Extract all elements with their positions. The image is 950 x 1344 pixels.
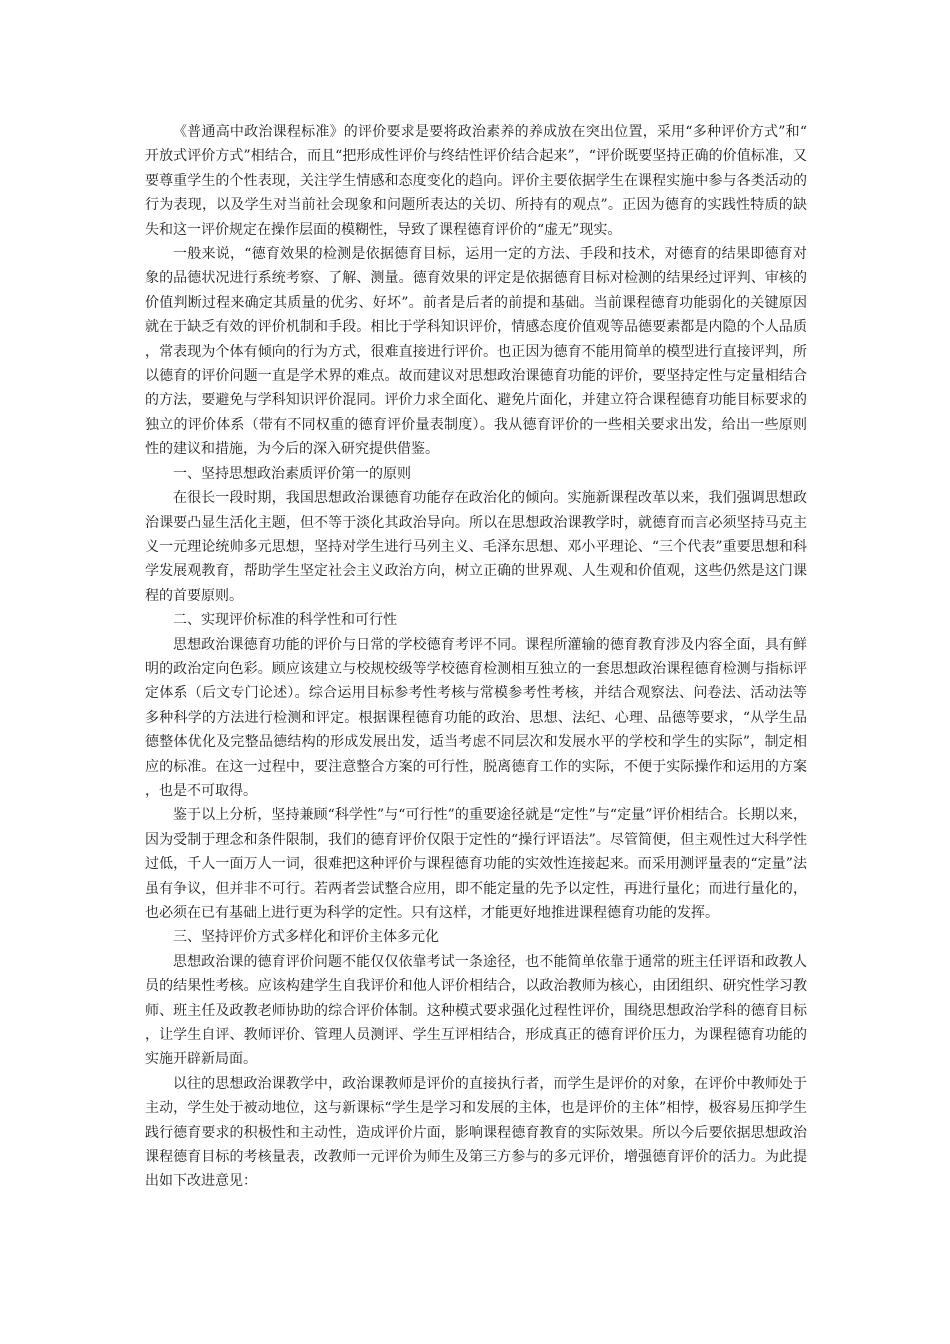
paragraph-section-1: 在很长一段时期，我国思想政治课德育功能存在政治化的倾向。实施新课程改革以来，我们强调思想政治课要凸显生活化主题，但不等于淡化其政治导向。所以在思想政治课教学时，就德育而言必须坚持马克主义一元理论统帅多元思想，坚持对学生进行马列主义、毛泽东思想、邓小平理论、“三个代表”重要思想和科学发展观教育，帮助学生坚定社会主义政治方向，树立正确的世界观、人生观和价值观，这些仍然是这门课程的首要原则。	[145, 490, 807, 604]
paragraph-section-2b: 鉴于以上分析，坚持兼顾“科学性”与“可行性”的重要途径就是“定性”与“定量”评价相结合。长期以来，因为受制于理念和条件限制，我们的德育评价仅限于定性的“操行评语法”。尽管简便，但主观性过大科学性过低，千人一面万人一词，很难把这种评价与课程德育功能的实效性连接起来。而采用测评量表的“定量”法虽有争议，但并非不可行。若两者尝试整合应用，即不能定量的先予以定性，再进行量化；而进行量化的，也必须在已有基础上进行更为科学的定性。只有这样，才能更好地推进课程德育功能的发挥。	[145, 807, 807, 921]
section-heading-3: 三、坚持评价方式多样化和评价主体多元化	[173, 929, 439, 946]
paragraph-section-3a: 思想政治课的德育评价问题不能仅仅依靠考试一条途径，也不能简单依靠于通常的班主任评语和政教人员的结果性考核。应该构建学生自我评价和他人评价相结合，以政治教师为核心，由团组织、研究性学习教师、班主任及政教老师协助的综合评价体制。这种模式要求强化过程性评价，围绕思想政治学科的德育目标，让学生自评、教师评价、管理人员测评、学生互评相结合，形成真正的德育评价压力，为课程德育功能的实施开辟新局面。	[145, 953, 807, 1068]
section-heading-2: 二、实现评价标准的科学性和可行性	[173, 612, 397, 629]
paragraph-section-2a: 思想政治课德育功能的评价与日常的学校德育考评不同。课程所灌输的德育教育涉及内容全面，具有鲜明的政治定向色彩。顾应该建立与校规校级等学校德育检测相互独立的一套思想政治课程德育检测与指标评定体系（后文专门论述）。综合运用目标参考性考核与常模参考性考核，并结合观察法、问卷法、活动法等多种科学的方法进行检测和评定。根据课程德育功能的政治、思想、法纪、心理、品德等要求，“从学生品德整体优化及完整品德结构的形成发展出发，适当考虑不同层次和发展水平的学校和学生的实际”，制定相应的标准。在这一过程中，要注意整合方案的可行性，脱离德育工作的实际，不便于实际操作和运用的方案，也是不可取得。	[145, 636, 807, 799]
section-heading-1: 一、坚持思想政治素质评价第一的原则	[173, 465, 411, 482]
document-page	[145, 120, 807, 1194]
paragraph-general-discussion: 一般来说，“德育效果的检测是依据德育目标，运用一定的方法、手段和技术，对德育的结果即德育对象的品德状况进行系统考察、了解、测量。德育效果的评定是依据德育目标对检测的结果经过评判、审核的价值判断过程来确定其质量的优劣、好坏”。前者是后者的前提和基础。当前课程德育功能弱化的关键原因就在于缺乏有效的评价机制和手段。相比于学科知识评价，情感态度价值观等品德要素都是内隐的个人品质，常表现为个体有倾向的行为方式，很难直接进行评价。也正因为德育不能用简单的模型进行直接评判，所以德育的评价问题一直是学术界的难点。故而建议对思想政治课德育功能的评价，要坚持定性与定量相结合的方法，要避免与学科知识评价混同。评价力求全面化、避免片面化，并建立符合课程德育功能目标要求的独立的评价体系（带有不同权重的德育评价量表制度）。我从德育评价的一些相关要求出发，给出一些原则性的建议和措施，为今后的深入研究提供借鉴。	[145, 246, 807, 458]
paragraph-section-3b: 以往的思想政治课教学中，政治课教师是评价的直接执行者，而学生是评价的对象，在评价中教师处于主动，学生处于被动地位，这与新课标“学生是学习和发展的主体，也是评价的主体”相悖，极容易压抑学生践行德育要求的积极性和主动性，造成评价片面，影响课程德育教育的实际效果。所以今后要依据思想政治课程德育目标的考核量表，改教师一元评价为师生及第三方参与的多元评价，增强德育评价的活力。为此提出如下改进意见：	[145, 1075, 807, 1190]
paragraph-evaluation-standard: 《普通高中政治课程标准》的评价要求是要将政治素养的养成放在突出位置，采用“多种评价方式”和“开放式评价方式”相结合，而且“把形成性评价与终结性评价结合起来”，“评价既要坚持正确的价值标准，又要尊重学生的个性表现，关注学生情感和态度变化的趋向。评价主要依据学生在课程实施中参与各类活动的行为表现，以及学生对当前社会现象和问题所表达的关切、所持有的观点”。正因为德育的实践性特质的缺失和这一评价规定在操作层面的模糊性，导致了课程德育评价的“虚无”现实。	[145, 124, 807, 238]
